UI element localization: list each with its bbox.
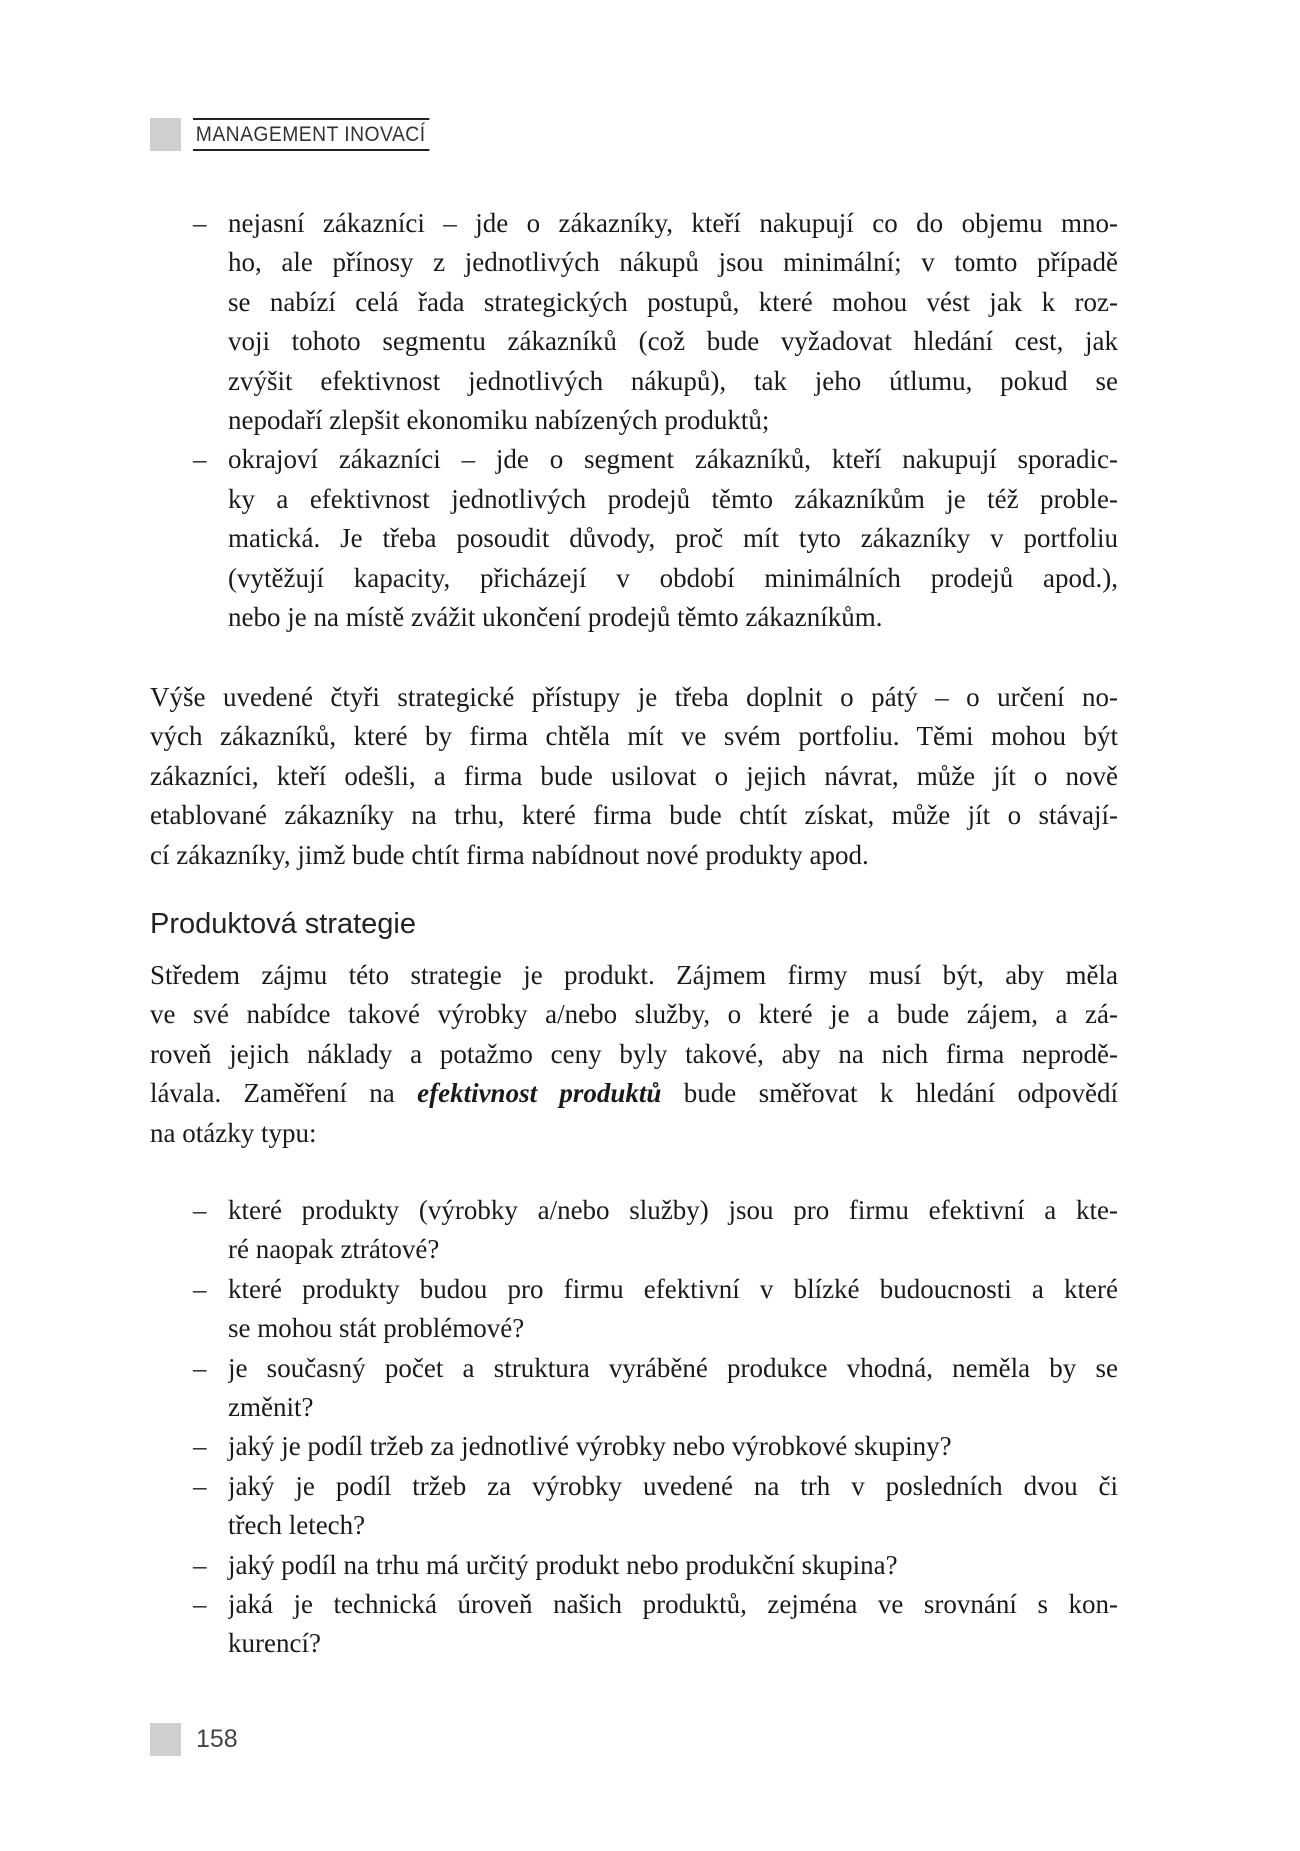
text-line: se nabízí celá řada strategických postupů, které mohou vést jak k roz- [228, 286, 1118, 317]
list-item [193, 1191, 1118, 1270]
text-line: změnit? [228, 1391, 314, 1422]
header-marker-box [150, 118, 181, 151]
text-line: (vytěžují kapacity, přicházejí v období minimálních prodejů apod.), [228, 562, 1118, 593]
bullet-dash: – [193, 444, 207, 475]
bullet-dash: – [193, 1195, 207, 1225]
bullet-dash: – [193, 1588, 207, 1619]
list-item [193, 1270, 1118, 1349]
bullet-dash: – [193, 1549, 207, 1580]
list-item [193, 440, 1118, 637]
text-line: jaký je podíl tržeb za jednotlivé výrobky nebo výrobkové skupiny? [228, 1431, 952, 1462]
text-line: roveň jejich náklady a potažmo ceny byly takové, aby na nich firma neprodě- [150, 1038, 1118, 1069]
list-item [193, 1585, 1118, 1664]
text-line: ky a efektivnost jednotlivých prodejů těmto zákazníkům je též proble- [228, 483, 1118, 514]
list-item [193, 204, 1118, 440]
bullet-list-customers [193, 204, 1118, 637]
list-item [193, 1349, 1118, 1428]
text-line: Výše uvedené čtyři strategické přístupy je třeba doplnit o pátý – o určení no- [150, 682, 1118, 712]
text-line: ho, ale přínosy z jednotlivých nákupů jsou minimální; v tomto případě [228, 247, 1118, 278]
section-heading: Produktová strategie [150, 908, 416, 940]
text-segment: bude směřovat k hledání odpovědí [661, 1078, 1118, 1109]
bullet-dash: – [193, 1470, 207, 1501]
paragraph-fifth-approach [150, 678, 1118, 875]
paragraph-product-strategy [150, 956, 1118, 1153]
list-item [193, 1467, 1118, 1546]
footer-marker-box [150, 1723, 181, 1756]
text-line: třech letech? [228, 1510, 366, 1541]
text-line: zvýšit efektivnost jednotlivých nákupů), tak jeho útlumu, pokud se [228, 365, 1118, 396]
page-number: 158 [196, 1725, 238, 1753]
text-line [150, 1074, 1118, 1113]
bullet-dash: – [193, 1273, 207, 1304]
emphasis-text: efektivnost produktů [417, 1078, 662, 1109]
text-line: které produkty budou pro firmu efektivní v blízké budoucnosti a které [228, 1273, 1118, 1304]
text-line: voji tohoto segmentu zákazníků (což bude vyžadovat hledání cest, jak [228, 326, 1118, 357]
text-line: které produkty (výrobky a/nebo služby) jsou pro firmu efektivní a kte- [228, 1195, 1118, 1225]
bullet-dash: – [193, 1431, 207, 1462]
text-line: se mohou stát problémové? [228, 1313, 525, 1344]
text-line: na otázky typu: [150, 1117, 317, 1148]
text-line: nebo je na místě zvážit ukončení prodejů těmto zákazníkům. [228, 601, 883, 632]
running-header: MANAGEMENT INOVACÍ [193, 118, 429, 151]
list-item [193, 1546, 1118, 1585]
bullet-list-questions [193, 1191, 1118, 1664]
text-line: zákazníci, kteří odešli, a firma bude usilovat o jejich návrat, může jít o nově [150, 760, 1118, 791]
list-item [193, 1427, 1118, 1466]
bullet-dash: – [193, 208, 207, 238]
text-line: nejasní zákazníci – jde o zákazníky, kteří nakupují co do objemu mno- [228, 208, 1118, 238]
text-line: je současný počet a struktura vyráběné produkce vhodná, neměla by se [228, 1352, 1118, 1383]
text-line: ve své nabídce takové výrobky a/nebo služby, o které je a bude zájem, a zá- [150, 999, 1118, 1030]
text-line: Středem zájmu této strategie je produkt. Zájmem firmy musí být, aby měla [150, 960, 1118, 990]
text-line: cí zákazníky, jimž bude chtít firma nabídnout nové produkty apod. [150, 839, 869, 870]
bullet-dash: – [193, 1352, 207, 1383]
text-line: kurencí? [228, 1628, 321, 1659]
text-line: etablované zákazníky na trhu, které firma bude chtít získat, může jít o stávají- [150, 800, 1118, 831]
text-line: jaký podíl na trhu má určitý produkt nebo produkční skupina? [228, 1549, 898, 1580]
text-line: nepodaří zlepšit ekonomiku nabízených produktů; [228, 404, 770, 435]
text-line: jaká je technická úroveň našich produktů, zejména ve srovnání s kon- [228, 1588, 1118, 1619]
text-line: vých zákazníků, které by firma chtěla mít ve svém portfoliu. Těmi mohou být [150, 721, 1118, 752]
text-line: okrajoví zákazníci – jde o segment zákazníků, kteří nakupují sporadic- [228, 444, 1118, 475]
text-segment: lávala. Zaměření na [150, 1078, 418, 1109]
text-line: jaký je podíl tržeb za výrobky uvedené na trh v posledních dvou či [228, 1470, 1118, 1501]
text-line: matická. Je třeba posoudit důvody, proč mít tyto zákazníky v portfoliu [228, 523, 1118, 554]
text-line: ré naopak ztrátové? [228, 1234, 440, 1265]
